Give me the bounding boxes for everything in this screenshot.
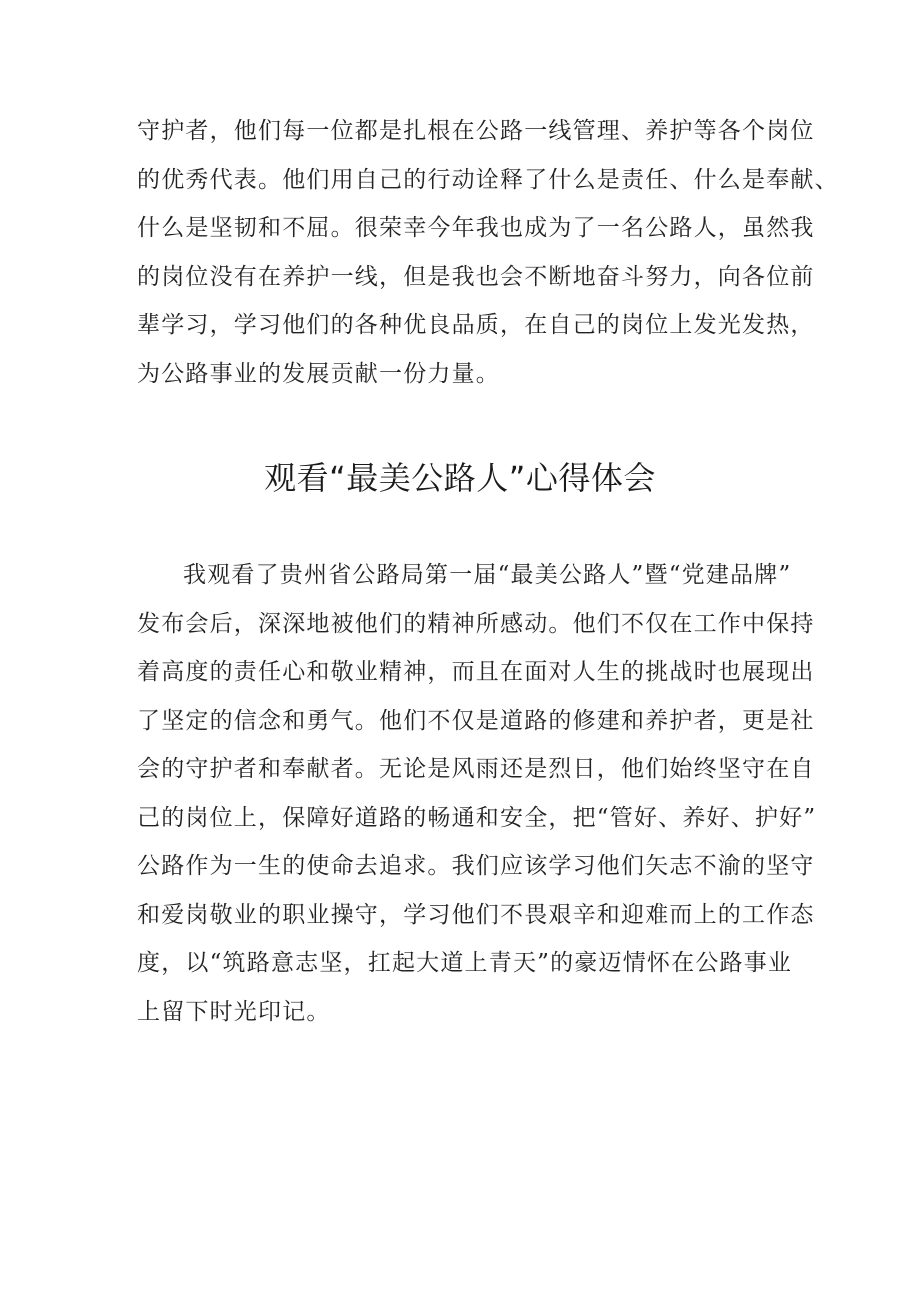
paragraph-line: 己的岗位上，保障好道路的畅通和安全，把“管好、养好、护好”: [137, 804, 817, 831]
paragraph-line: 什么是坚韧和不屈。很荣幸今年我也成为了一名公路人，虽然我: [137, 215, 815, 241]
paragraph-line: 了坚定的信念和勇气。他们不仅是道路的修建和养护者，更是社: [137, 707, 815, 734]
article-title: 观看“最美公路人”心得体会: [264, 459, 656, 497]
article-paragraph: [137, 551, 837, 1036]
paragraph-line: 辈学习，学习他们的各种优良品质，在自己的岗位上发光发热，: [137, 312, 815, 338]
paragraph-line: 会的守护者和奉献者。无论是风雨还是烈日，他们始终坚守在自: [137, 756, 815, 782]
paragraph-line: 的岗位没有在养护一线，但是我也会不断地奋斗努力，向各位前: [137, 263, 815, 290]
paragraph-line: 发布会后，深深地被他们的精神所感动。他们不仅在工作中保持: [137, 610, 815, 637]
paragraph-line: 着高度的责任心和敬业精神，而且在面对人生的挑战时也展现出: [137, 659, 815, 685]
paragraph-line: 和爱岗敬业的职业操守，学习他们不畏艰辛和迎难而上的工作态: [137, 901, 815, 928]
paragraph-line: 为公路事业的发展贡献一份力量。: [137, 360, 500, 387]
paragraph-line: 度，以“筑路意志坚，扛起大道上青天”的豪迈情怀在公路事业: [137, 950, 793, 976]
paragraph-line: 公路作为一生的使命去追求。我们应该学习他们矢志不渝的坚守: [137, 853, 815, 879]
paragraph-line: 上留下时光印记。: [137, 998, 331, 1025]
paragraph-line: 的优秀代表。他们用自己的行动诠释了什么是责任、什么是奉献、: [137, 166, 839, 193]
continued-paragraph: [137, 107, 837, 398]
paragraph-line: 我观看了贵州省公路局第一届“最美公路人”暨“党建品牌”: [183, 562, 792, 588]
paragraph-line: 守护者，他们每一位都是扎根在公路一线管理、养护等各个岗位: [137, 118, 815, 144]
